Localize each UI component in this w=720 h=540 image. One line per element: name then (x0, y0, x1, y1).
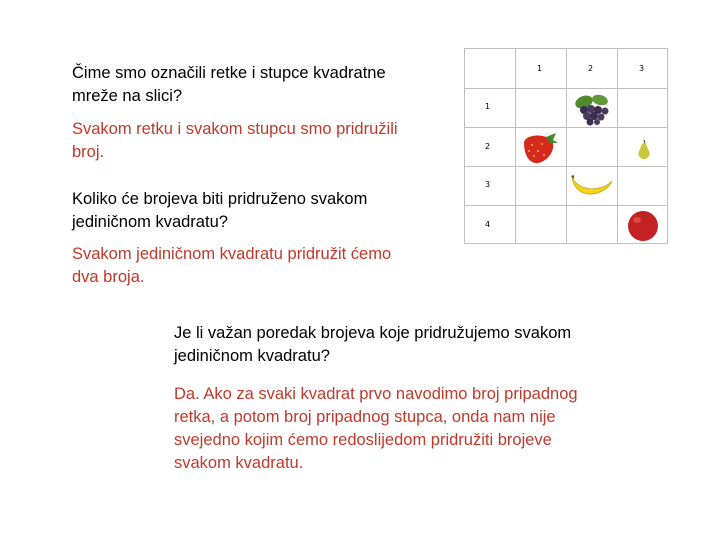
question-2: Koliko će brojeva biti pridruženo svakom jediničnom kvadratu? (72, 190, 368, 231)
answer-2: Svakom jediničnom kvadratu pridružit ćemo dva broja. (72, 245, 392, 286)
column-label-2: 2 (588, 64, 594, 73)
coordinate-grid (464, 48, 668, 244)
grid-line (464, 243, 668, 244)
column-label-1: 1 (537, 64, 543, 73)
question-3: Je li važan poredak brojeva koje pridružujemo svakom jediničnom kvadratu? (174, 324, 572, 365)
question-1: Čime smo označili retke i stupce kvadratne mreže na slici? (72, 64, 386, 105)
grid-line (515, 48, 516, 244)
answer-1: Svakom retku i svakom stupcu smo pridružili broj. (72, 120, 398, 161)
column-label-3: 3 (639, 64, 645, 73)
answer-3: Da. Ako za svaki kvadrat prvo navodimo broj pripadnog retka, a potom broj pripadnog stupca, onda nam nije svejedno kojim ćemo redoslijedom pridružiti brojeve svakom kvadratu. (174, 385, 578, 472)
grid-line (464, 48, 668, 49)
grid-line (464, 48, 465, 244)
grid-line (464, 166, 668, 167)
row-label-2: 2 (485, 142, 491, 151)
row-label-1: 1 (485, 102, 491, 111)
grid-line (617, 48, 618, 244)
apple-icon (626, 208, 660, 242)
grapes-icon (570, 92, 614, 126)
grid-line (667, 48, 668, 244)
row-label-3: 3 (485, 180, 491, 189)
banana-icon (570, 173, 614, 197)
grid-line (464, 127, 668, 128)
grid-line (464, 205, 668, 206)
row-label-4: 4 (485, 220, 491, 229)
grid-line (566, 48, 567, 244)
grid-line (464, 88, 668, 89)
strawberry-icon (520, 131, 560, 165)
pear-icon (636, 138, 652, 160)
